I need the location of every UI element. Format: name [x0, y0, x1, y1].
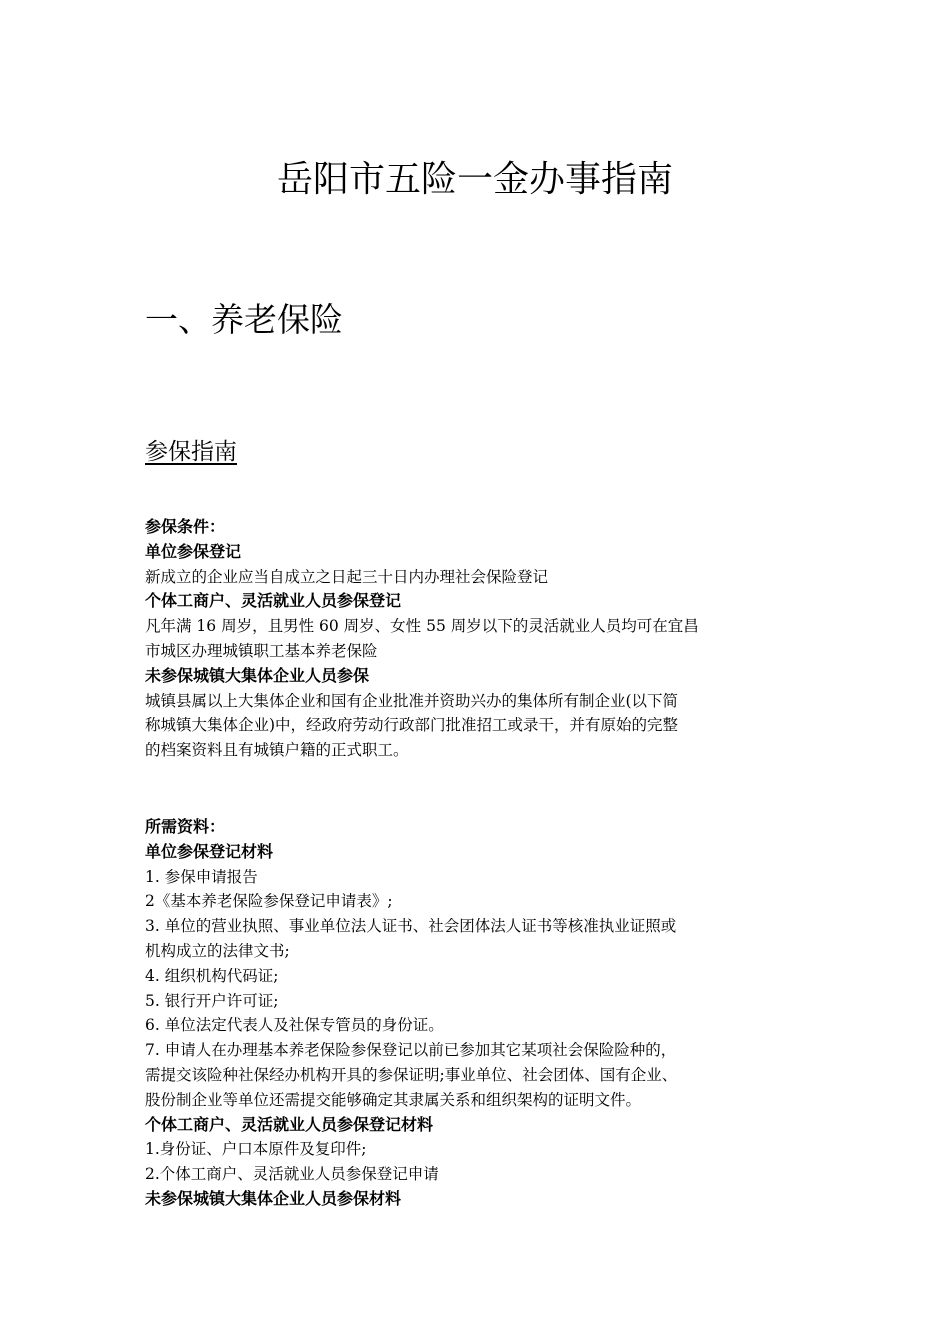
unit-material-item-7-line-3: 股份制企业等单位还需提交能够确定其隶属关系和组织架构的证明文件。: [145, 1090, 642, 1109]
unit-material-item-7-line-2: 需提交该险种社保经办机构开具的参保证明;事业单位、社会团体、国有企业、: [145, 1065, 678, 1084]
unit-material-item-4: 4. 组织机构代码证;: [145, 966, 279, 985]
conditions-heading: 参保条件：: [145, 517, 226, 536]
unit-registration-title: 单位参保登记: [145, 541, 242, 561]
unit-material-item-3-line-1: 3. 单位的营业执照、事业单位法人证书、社会团体法人证书等核准执业证照或: [145, 917, 677, 936]
materials-heading: 所需资料：: [145, 817, 226, 836]
unit-material-item-2: 2《基本养老保险参保登记申请表》;: [145, 892, 393, 911]
collective-registration-text-1: 城镇县属以上大集体企业和国有企业批准并资助兴办的集体所有制企业(以下简: [145, 691, 679, 710]
unit-material-item-7-line-1: 7. 申请人在办理基本养老保险参保登记以前已参加其它某项社会保险险种的，: [145, 1041, 677, 1060]
section-heading: 一、养老保险: [145, 300, 343, 339]
unit-material-item-6: 6. 单位法定代表人及社保专管员的身份证。: [145, 1016, 444, 1035]
individual-material-item-2: 2.个体工商户、灵活就业人员参保登记申请: [145, 1165, 439, 1184]
document-title: 岳阳市五险一金办事指南: [276, 159, 673, 200]
unit-material-item-3-line-2: 机构成立的法律文书;: [145, 941, 290, 960]
unit-registration-text: 新成立的企业应当自成立之日起三十日内办理社会保险登记: [145, 567, 549, 586]
collective-registration-text-2: 称城镇大集体企业)中，经政府劳动行政部门批准招工或录干，并有原始的完整: [145, 716, 679, 735]
materials-block: [145, 815, 810, 1212]
collective-materials-title: 未参保城镇大集体企业人员参保材料: [145, 1188, 402, 1208]
individual-registration-text-1: 凡年满 16 周岁，且男性 60 周岁、女性 55 周岁以下的灵活就业人员均可在宜昌: [145, 617, 699, 636]
unit-material-item-5: 5. 银行开户许可证;: [145, 991, 279, 1010]
unit-material-item-1: 1. 参保申请报告: [145, 867, 258, 886]
conditions-block: [145, 515, 810, 763]
individual-registration-title: 个体工商户、灵活就业人员参保登记: [145, 591, 402, 611]
individual-materials-title: 个体工商户、灵活就业人员参保登记材料: [145, 1114, 434, 1134]
individual-material-item-1: 1.身份证、户口本原件及复印件;: [145, 1140, 367, 1159]
collective-registration-title: 未参保城镇大集体企业人员参保: [145, 665, 370, 685]
unit-materials-title: 单位参保登记材料: [145, 841, 274, 861]
individual-registration-text-2: 市城区办理城镇职工基本养老保险: [145, 641, 378, 660]
collective-registration-text-3: 的档案资料且有城镇户籍的正式职工。: [145, 741, 409, 760]
subsection-heading: 参保指南: [145, 439, 237, 465]
